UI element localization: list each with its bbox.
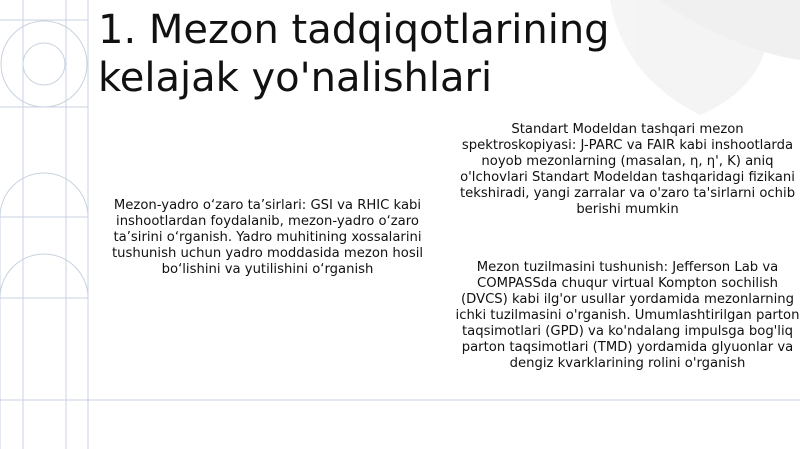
meson-structure-text: Mezon tuzilmasini tushunish: Jefferson Lab va COMPASSda chuqur virtual Kompton sochilish (DVCS) kabi ilg'or usullar yordamida mezonlarning ichki tuzilmasini o'rganish. Umumlashtirilgan parton taqsimotlari (GPD) va ko'ndalang impulsga bog'liq parton taqsimotlari (TMD) yordamida glyuonlar va dengiz kvarklarining rolini o'rganish xyxy=(455,260,800,371)
slide-title xyxy=(98,6,698,102)
slide-title-line-1: 1. Mezon tadqiqotlarining xyxy=(98,7,610,53)
meson-nucleus-interactions-text: Mezon-yadro o‘zaro ta’sirlari: GSI va RHIC kabi inshootlardan foydalanib, mezon-yadro o‘zaro ta’sirini o‘rganish. Yadro muhitining xossalarini tushunish uchun yadro moddasida mezon hosil bo‘lishini va yutilishini o‘rganish xyxy=(111,198,424,277)
meson-spectroscopy-text: Standart Modeldan tashqari mezon spektroskopiyasi: J-PARC va FAIR kabi inshootlarda noyob mezonlarning (masalan, η, η', K) aniq o'lchovlari Standart Modeldan tashqaridagi fizikani tekshiradi, yangi zarralar va o'zaro ta'sirlarni ochib berishi mumkin xyxy=(459,122,796,217)
slide-title-line-2: kelajak yo'nalishlari xyxy=(98,55,493,101)
